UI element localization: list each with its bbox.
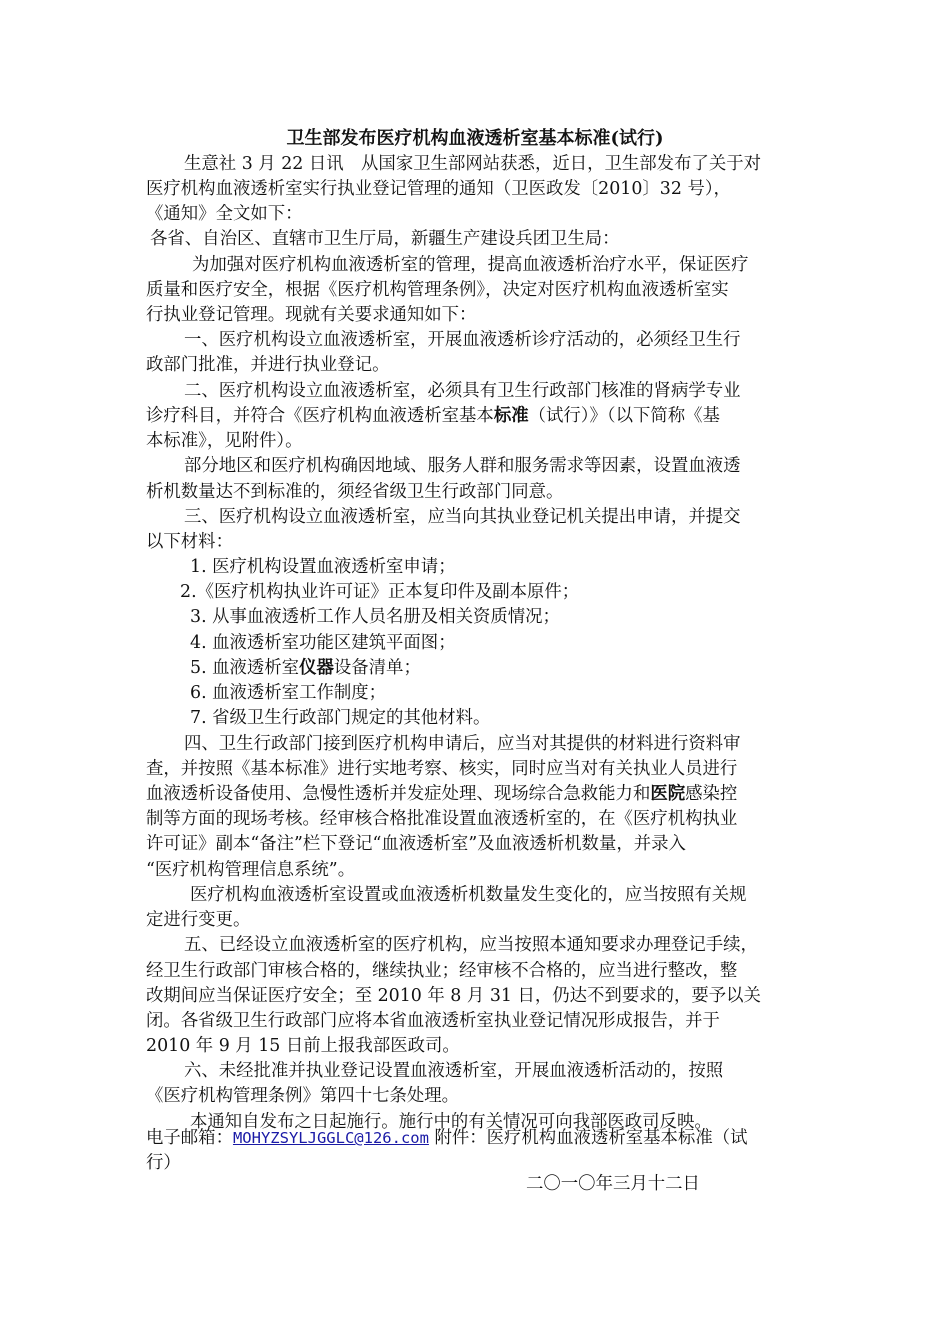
bold-keyword: 仪器 bbox=[299, 658, 334, 678]
attachment-continuation: 行） bbox=[146, 1153, 181, 1173]
line-text: 设备清单； bbox=[333, 658, 421, 678]
line-text: 六、未经批准并执业登记设置血液透析室，开展血液透析活动的，按照 bbox=[184, 1061, 724, 1081]
bold-keyword: 医院 bbox=[650, 784, 686, 804]
body-line bbox=[146, 858, 355, 882]
line-text: 1. 医疗机构设置血液透析室申请； bbox=[190, 557, 456, 577]
body-line bbox=[190, 706, 490, 730]
body-line bbox=[146, 480, 563, 504]
line-text: 改期间应当保证医疗安全；至 2010 年 8 月 31 日，仍达不到要求的，要予以关 bbox=[146, 986, 761, 1006]
contact-line bbox=[146, 1126, 748, 1150]
line-text: 查，并按照《基本标准》进行实地考察、核实，同时应当对有关执业人员进行 bbox=[146, 759, 738, 779]
line-text: 许可证》副本“备注”栏下登记“血液透析室”及血液透析机数量，并录入 bbox=[146, 834, 686, 854]
body-line bbox=[146, 202, 303, 226]
line-text: 制等方面的现场考核。经审核合格批准设置血液透析室的，在《医疗机构执业 bbox=[146, 809, 738, 829]
body-line bbox=[184, 152, 761, 176]
line-text: 医疗机构血液透析室设置或血液透析机数量发生变化的，应当按照有关规 bbox=[190, 885, 747, 905]
attachment-text: 附件：医疗机构血液透析室基本标准（试 bbox=[428, 1128, 748, 1148]
line-text: 定进行变更。 bbox=[146, 910, 251, 930]
body-line bbox=[190, 605, 560, 629]
line-text: 闭。各省级卫生行政部门应将本省血液透析室执业登记情况形成报告，并于 bbox=[146, 1011, 720, 1031]
email-link[interactable]: MOHYZSYLJGGLC@126.com bbox=[232, 1129, 429, 1147]
body-line bbox=[146, 1009, 720, 1033]
line-text: 政部门批准，并进行执业登记。 bbox=[146, 355, 390, 375]
line-text: 为加强对医疗机构血液透析室的管理，提高血液透析治疗水平，保证医疗 bbox=[192, 255, 749, 275]
line-text: 三、医疗机构设立血液透析室，应当向其执业登记机关提出申请，并提交 bbox=[184, 507, 741, 527]
body-line bbox=[146, 429, 303, 453]
body-line bbox=[146, 984, 761, 1008]
line-text: 医疗机构血液透析室实行执业登记管理的通知（卫医政发〔2010〕32 号）， bbox=[146, 179, 731, 199]
body-line bbox=[146, 782, 737, 806]
body-line bbox=[184, 379, 741, 403]
line-text: （试行）》（以下简称《基 bbox=[528, 406, 720, 426]
line-text: 二、医疗机构设立血液透析室，必须具有卫生行政部门核准的肾病学专业 bbox=[184, 381, 741, 401]
body-line bbox=[190, 631, 456, 655]
body-line bbox=[184, 1059, 723, 1083]
line-text: 以下材料： bbox=[146, 532, 233, 552]
body-line bbox=[146, 832, 686, 856]
body-line bbox=[184, 328, 741, 352]
line-text: 3. 从事血液透析工作人员名册及相关资质情况； bbox=[190, 607, 560, 627]
line-text: 本通知自发布之日起施行。施行中的有关情况可向我部医政司反映。 bbox=[190, 1112, 712, 1132]
line-text: 《医疗机构管理条例》第四十七条处理。 bbox=[146, 1086, 460, 1106]
body-line bbox=[146, 959, 737, 983]
line-text: 诊疗科目，并符合《医疗机构血液透析室基本 bbox=[146, 406, 494, 426]
line-text: 5. 血液透析室 bbox=[190, 658, 300, 678]
line-text: 五、已经设立血液透析室的医疗机构，应当按照本通知要求办理登记手续， bbox=[184, 935, 758, 955]
document-title: 卫生部发布医疗机构血液透析室基本标准(试行) bbox=[286, 128, 664, 149]
body-line bbox=[146, 908, 250, 932]
body-line bbox=[146, 278, 729, 302]
line-text: 一、医疗机构设立血液透析室，开展血液透析诊疗活动的，必须经卫生行 bbox=[184, 330, 741, 350]
body-line bbox=[146, 177, 731, 201]
body-line bbox=[150, 227, 620, 251]
body-line bbox=[146, 303, 476, 327]
body-line bbox=[146, 757, 737, 781]
body-line bbox=[146, 530, 233, 554]
body-line bbox=[190, 883, 747, 907]
line-text: 行执业登记管理。现就有关要求通知如下： bbox=[146, 305, 477, 325]
body-line bbox=[184, 505, 741, 529]
email-label: 电子邮箱： bbox=[146, 1128, 233, 1148]
body-line bbox=[192, 253, 749, 277]
line-text: 血液透析设备使用、急慢性透析并发症处理、现场综合急救能力和 bbox=[146, 784, 651, 804]
line-text: 四、卫生行政部门接到医疗机构申请后，应当对其提供的材料进行资料审 bbox=[184, 734, 741, 754]
line-text: 6. 血液透析室工作制度； bbox=[190, 683, 387, 703]
line-text: 各省、自治区、直辖市卫生厅局，新疆生产建设兵团卫生局： bbox=[150, 229, 620, 249]
line-text: 感染控 bbox=[685, 784, 738, 804]
body-line bbox=[184, 454, 741, 478]
body-line bbox=[190, 681, 386, 705]
body-line bbox=[146, 807, 737, 831]
line-text: 本标准》，见附件）。 bbox=[146, 431, 303, 451]
body-line bbox=[146, 353, 389, 377]
line-text: 质量和医疗安全，根据《医疗机构管理条例》，决定对医疗机构血液透析室实 bbox=[146, 280, 729, 300]
body-line bbox=[146, 1034, 460, 1058]
line-text: 部分地区和医疗机构确因地域、服务人群和服务需求等因素，设置血液透 bbox=[184, 456, 741, 476]
line-text: “医疗机构管理信息系统”。 bbox=[146, 860, 356, 880]
body-line bbox=[146, 404, 720, 428]
bold-keyword: 标准 bbox=[493, 406, 529, 426]
body-line bbox=[180, 580, 579, 604]
line-text: 经卫生行政部门审核合格的，继续执业；经审核不合格的，应当进行整改，整 bbox=[146, 961, 738, 981]
body-line bbox=[184, 732, 741, 756]
body-line bbox=[190, 555, 456, 579]
line-text: 2.《医疗机构执业许可证》正本复印件及副本原件； bbox=[180, 582, 580, 602]
line-text: 2010 年 9 月 15 日前上报我部医政司。 bbox=[146, 1036, 460, 1056]
body-line bbox=[190, 656, 421, 680]
line-text: 析机数量达不到标准的，须经省级卫生行政部门同意。 bbox=[146, 482, 564, 502]
line-text: 4. 血液透析室功能区建筑平面图； bbox=[190, 633, 456, 653]
line-text: 生意社 3 月 22 日讯 从国家卫生部网站获悉，近日，卫生部发布了关于对 bbox=[184, 154, 762, 174]
line-text: 《通知》全文如下： bbox=[146, 204, 303, 224]
document-date: 二〇一〇年三月十二日 bbox=[526, 1174, 700, 1194]
line-text: 7. 省级卫生行政部门规定的其他材料。 bbox=[190, 708, 491, 728]
body-line bbox=[184, 933, 758, 957]
body-line bbox=[146, 1084, 459, 1108]
